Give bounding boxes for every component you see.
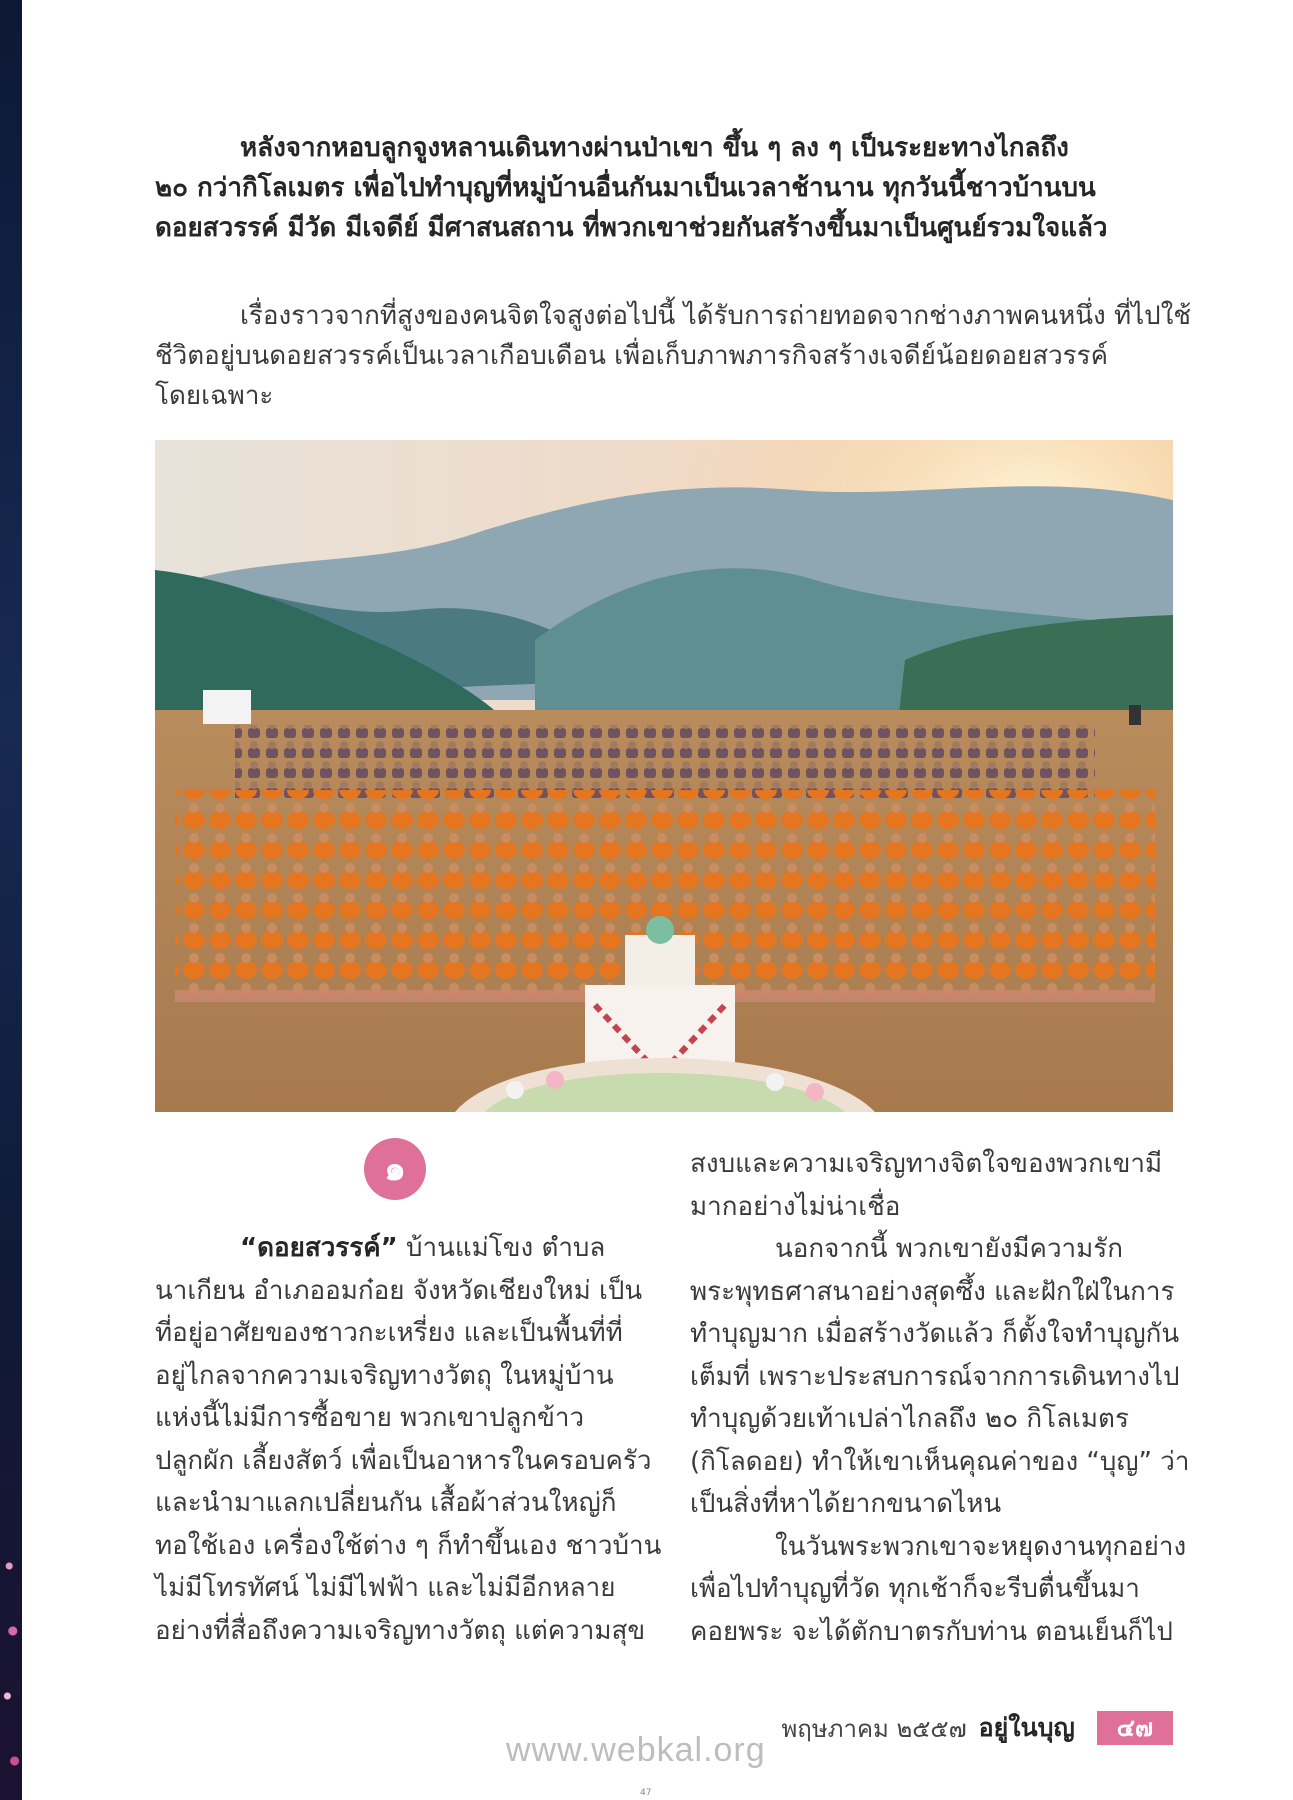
left-edge-strip xyxy=(0,0,22,1800)
intro-line-3: ดอยสวรรค์ มีวัด มีเจดีย์ มีศาสนสถาน ที่พวกเขาช่วยกันสร้างขึ้นมาเป็นศูนย์รวมใจแล้ว xyxy=(155,213,1108,243)
left-col-line: ทอใช้เอง เครื่องใช้ต่าง ๆ ก็ทำขึ้นเอง ชาวบ้าน xyxy=(155,1530,662,1561)
page-number-badge: ๔๗ xyxy=(1097,1711,1173,1745)
right-col-line: สงบและความเจริญทางจิตใจของพวกเขามี xyxy=(690,1149,1163,1179)
place-name-bold: “ดอยสวรรค์” xyxy=(240,1233,398,1263)
right-col-line: มากอย่างไม่น่าเชื่อ xyxy=(690,1191,901,1222)
right-col-line: เต็มที่ เพราะประสบการณ์จากการเดินทางไป xyxy=(690,1361,1180,1392)
small-page-number: 47 xyxy=(640,1788,652,1798)
section-number-badge: ๑ xyxy=(364,1138,426,1200)
decorative-flowers xyxy=(2,1540,20,1800)
left-col-line: ปลูกผัก เลี้ยงสัตว์ เพื่อเป็นอาหารในครอบครัว xyxy=(155,1445,652,1476)
left-column-text xyxy=(155,1227,662,1652)
intro-line-1: หลังจากหอบลูกจูงหลานเดินทางผ่านป่าเขา ขึ้น ๆ ลง ๆ เป็นระยะทางไกลถึง xyxy=(240,133,1069,163)
left-col-line: อยู่ไกลจากความเจริญทางวัตถุ ในหมู่บ้าน xyxy=(155,1360,614,1391)
watermark-url: www.webkal.org xyxy=(506,1731,766,1769)
left-col-line: แห่งนี้ไม่มีการซื้อขาย พวกเขาปลูกข้าว xyxy=(155,1403,585,1433)
right-col-line: (กิโลดอย) ทำให้เขาเห็นคุณค่าของ “บุญ” ว่า xyxy=(690,1446,1190,1477)
page-footer xyxy=(781,1708,1173,1748)
left-col-line: นาเกียน อำเภออมก๋อย จังหวัดเชียงใหม่ เป็น xyxy=(155,1275,643,1306)
story-line-1: เรื่องราวจากที่สูงของคนจิตใจสูงต่อไปนี้ ได้รับการถ่ายทอดจากช่างภาพคนหนึ่ง ที่ไปใช้ xyxy=(240,301,1192,331)
right-col-line: พระพุทธศาสนาอย่างสุดซึ้ง และฝักใฝ่ในการ xyxy=(690,1276,1175,1307)
left-col-line: อย่างที่สื่อถึงความเจริญทางวัตถุ แต่ความสุข xyxy=(155,1615,646,1646)
monks-ceremony-photo xyxy=(155,440,1173,1112)
intro-paragraph xyxy=(155,128,1173,248)
issue-date: พฤษภาคม ๒๕๕๗ xyxy=(781,1714,967,1743)
story-paragraph xyxy=(155,296,1192,416)
right-col-line: ทำบุญมาก เมื่อสร้างวัดแล้ว ก็ตั้งใจทำบุญกัน xyxy=(690,1319,1180,1349)
magazine-name: อยู่ในบุญ xyxy=(978,1713,1075,1742)
right-col-para2-first: นอกจากนี้ พวกเขายังมีความรัก xyxy=(775,1234,1123,1264)
right-col-line: ทำบุญด้วยเท้าเปล่าไกลถึง ๒๐ กิโลเมตร xyxy=(690,1404,1129,1434)
right-col-para3-first: ในวันพระพวกเขาจะหยุดงานทุกอย่าง xyxy=(775,1531,1187,1562)
left-col-first-rest: บ้านแม่โขง ตำบล xyxy=(397,1233,606,1263)
right-col-line: เป็นสิ่งที่หาได้ยากขนาดไหน xyxy=(690,1489,1002,1519)
right-column-text xyxy=(690,1143,1190,1653)
intro-line-2: ๒๐ กว่ากิโลเมตร เพื่อไปทำบุญที่หมู่บ้านอื่นกันมาเป็นเวลาช้านาน ทุกวันนี้ชาวบ้านบน xyxy=(155,173,1096,203)
story-line-2: ชีวิตอยู่บนดอยสวรรค์เป็นเวลาเกือบเดือน เพื่อเก็บภาพภารกิจสร้างเจดีย์น้อยดอยสวรรค์ xyxy=(155,341,1108,371)
left-col-line: ไม่มีโทรทัศน์ ไม่มีไฟฟ้า และไม่มีอีกหลาย xyxy=(155,1573,616,1603)
story-line-3: โดยเฉพาะ xyxy=(155,381,274,411)
photo-illustration xyxy=(155,440,1173,1112)
right-col-line: เพื่อไปทำบุญที่วัด ทุกเช้าก็จะรีบตื่นขึ้นมา xyxy=(690,1574,1140,1604)
left-col-line: และนำมาแลกเปลี่ยนกัน เสื้อผ้าส่วนใหญ่ก็ xyxy=(155,1488,617,1518)
left-col-first-line xyxy=(155,1227,635,1270)
left-col-line: ที่อยู่อาศัยของชาวกะเหรี่ยง และเป็นพื้นที่ที่ xyxy=(155,1318,623,1348)
right-col-line: คอยพระ จะได้ตักบาตรกับท่าน ตอนเย็นก็ไป xyxy=(690,1616,1173,1647)
